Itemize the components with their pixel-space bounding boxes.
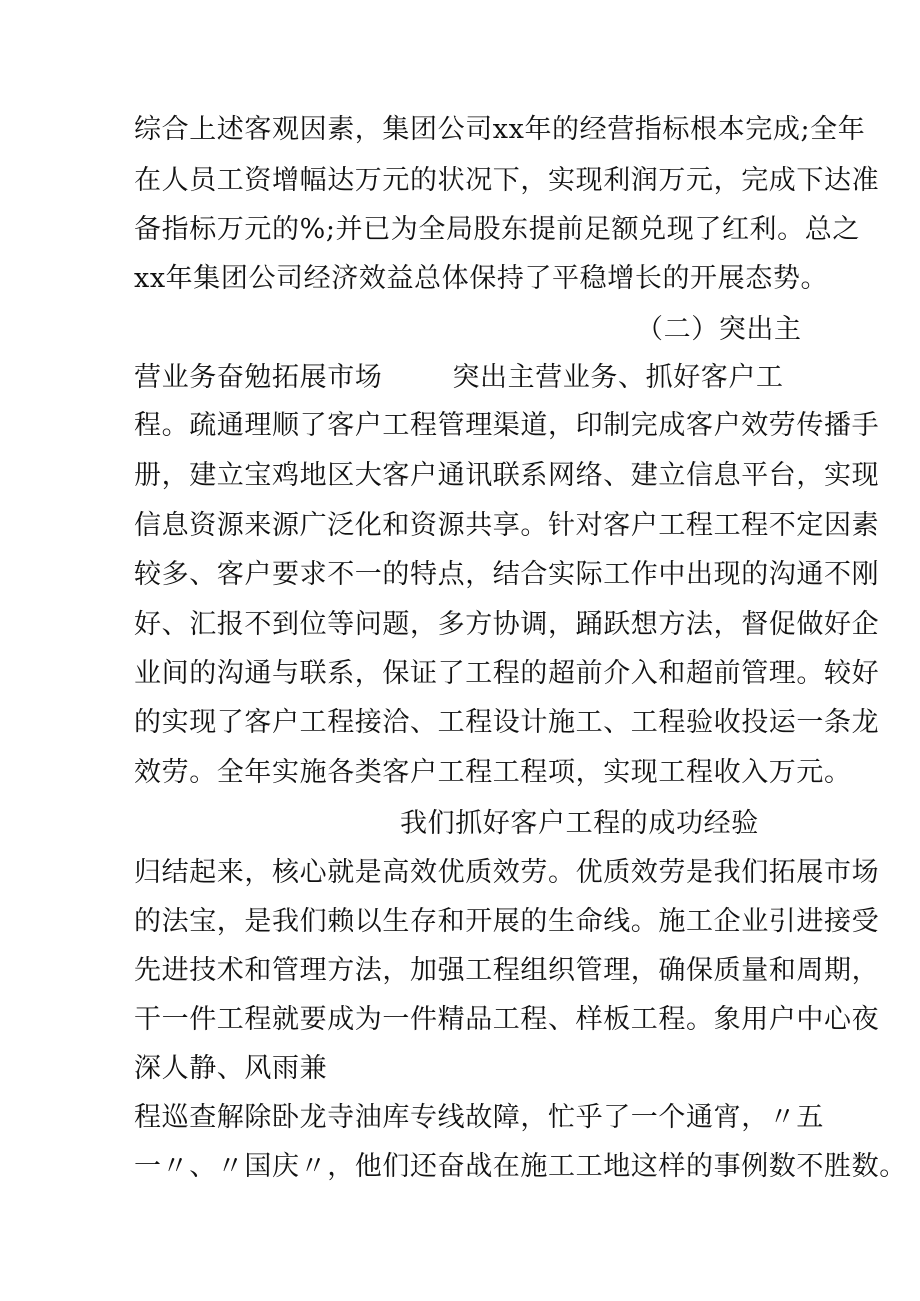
paragraph-line-22: 一〃、〃国庆〃，他们还奋战在施工工地这样的事例数不胜数。 — [134, 1151, 907, 1182]
subheading-experience: 我们抓好客户工程的成功经验 — [400, 808, 759, 839]
paragraph-line-20: 深人静、风雨兼 — [134, 1053, 328, 1084]
paragraph-line-3: 备指标万元的%;并已为全局股东提前足额兑现了红利。总之 — [134, 214, 860, 245]
paragraph-line-14: 效劳。全年实施各类客户工程工程项，实现工程收入万元。 — [134, 757, 852, 788]
paragraph-line-1: 综合上述客观因素，集团公司xx年的经营指标根本完成;全年 — [134, 114, 866, 145]
paragraph-line-16: 归结起来，核心就是高效优质效劳。优质效劳是我们拓展市场 — [134, 857, 880, 888]
paragraph-line-9: 信息资源来源广泛化和资源共享。针对客户工程工程不定因素 — [134, 510, 880, 541]
section-heading-line — [134, 360, 784, 396]
paragraph-line-18: 先进技术和管理方法，加强工程组织管理，确保质量和周期， — [134, 955, 880, 986]
paragraph-line-10: 较多、客户要求不一的特点，结合实际工作中出现的沟通不刚 — [134, 559, 880, 590]
paragraph-line-11: 好、汇报不到位等问题，多方协调，踊跃想方法，督促做好企 — [134, 609, 880, 640]
paragraph-line-13: 的实现了客户工程接洽、工程设计施工、工程验收投运一条龙 — [134, 707, 880, 738]
paragraph-line-21: 程巡查解除卧龙寺油库专线故障，忙乎了一个通宵，〃五 — [134, 1102, 824, 1133]
paragraph-line-2: 在人员工资增幅达万元的状况下，实现利润万元，完成下达准 — [134, 165, 880, 196]
paragraph-line-17: 的法宝，是我们赖以生存和开展的生命线。施工企业引进接受 — [134, 906, 880, 937]
paragraph-line-7: 程。疏通理顺了客户工程管理渠道，印制完成客户效劳传播手 — [134, 410, 880, 441]
paragraph-line-19: 干一件工程就要成为一件精品工程、样板工程。象用户中心夜 — [134, 1004, 880, 1035]
paragraph-line-4: xx年集团公司经济效益总体保持了平稳增长的开展态势。 — [134, 263, 829, 294]
paragraph-line-12: 业间的沟通与联系，保证了工程的超前介入和超前管理。较好 — [134, 658, 880, 689]
section-heading-end: 营业务奋勉拓展市场 — [134, 362, 383, 393]
paragraph-line-8: 册，建立宝鸡地区大客户通讯联系网络、建立信息平台，实现 — [134, 460, 880, 491]
section-heading-start: （二）突出主 — [636, 314, 802, 345]
subheading-start: 突出主营业务、抓好客户工 — [452, 362, 784, 393]
